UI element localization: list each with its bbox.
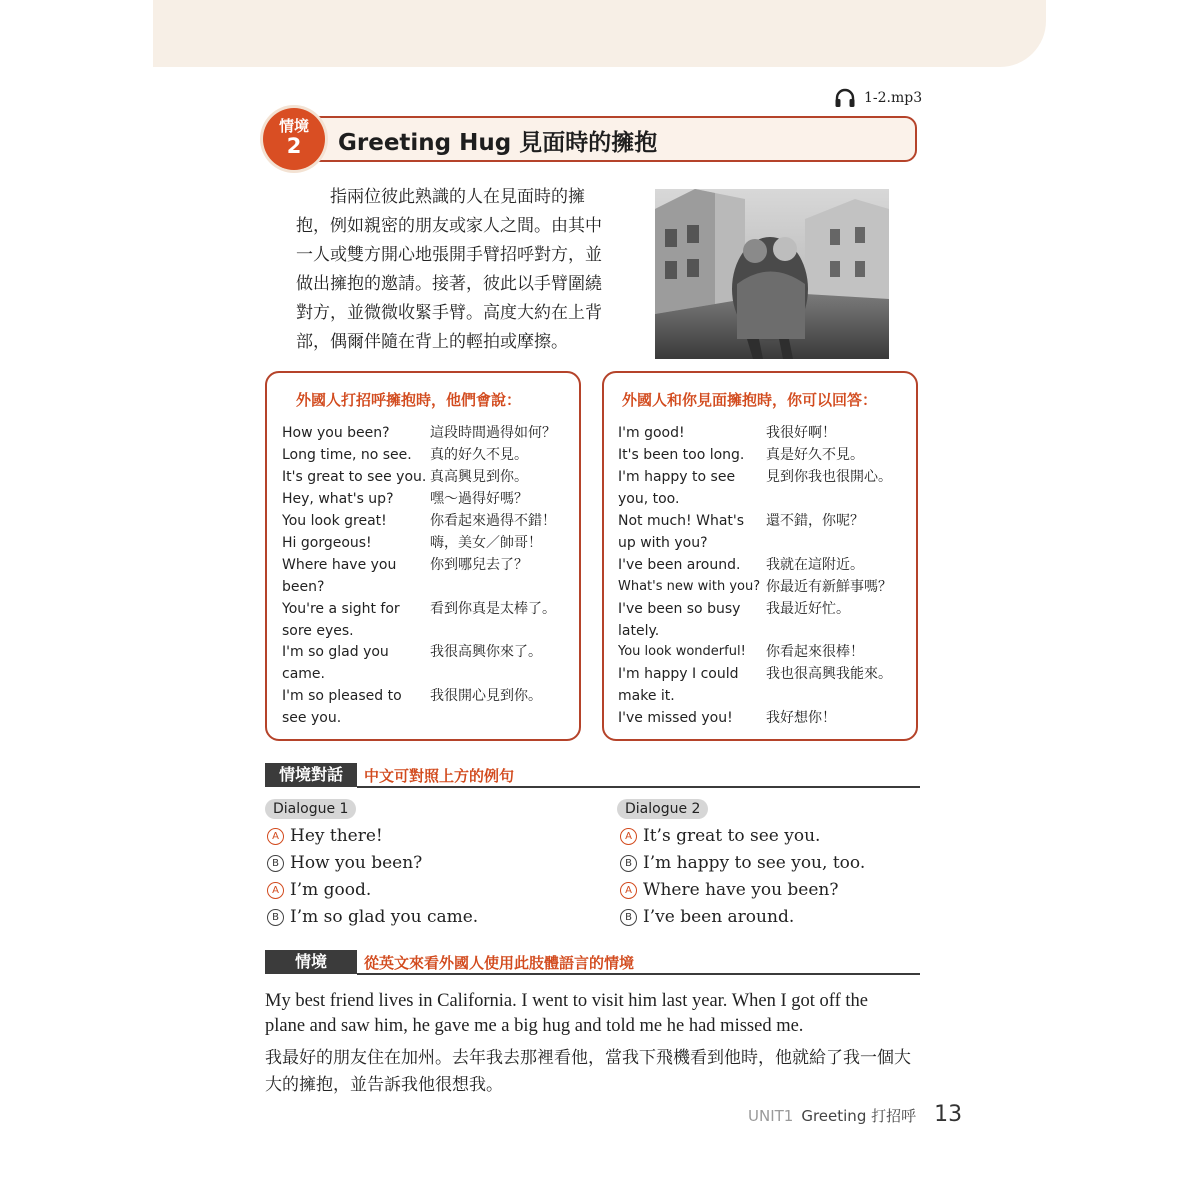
phrase-en: I'm happy I could make it. — [618, 666, 739, 704]
phrase-row — [618, 707, 836, 729]
speaker-a-icon: A — [267, 882, 284, 899]
phrase-zh: 你看起來很棒！ — [766, 644, 864, 660]
dialogue-line — [267, 907, 478, 927]
phrase-zh: 我就在這附近。 — [766, 557, 864, 573]
phrase-row — [282, 532, 542, 554]
dialogue-line — [620, 880, 838, 900]
dialogue-line — [620, 826, 820, 846]
dialogue-section-tag: 情境對話 — [265, 763, 357, 787]
phrase-row — [282, 598, 556, 642]
section-divider — [357, 786, 920, 788]
phrase-row — [282, 422, 556, 444]
phrase-en: You look great! — [282, 513, 387, 529]
scene-badge-number: 2 — [286, 134, 302, 158]
intro-line: 抱，例如親密的朋友或家人之間。由其中 — [296, 216, 602, 236]
headphones-icon — [834, 88, 856, 108]
dialogue-text: I’m so glad you came. — [290, 907, 479, 927]
phrase-en: I'm so pleased to see you. — [282, 688, 402, 726]
phrase-row — [282, 488, 528, 510]
phrase-en: Hi gorgeous! — [282, 535, 372, 551]
phrase-en: It's great to see you. — [282, 469, 427, 485]
phrase-zh: 見到你我也很開心。 — [766, 469, 892, 485]
phrase-box-right-title: 外國人和你見面擁抱時，你可以回答： — [622, 391, 878, 409]
phrase-row — [618, 554, 864, 576]
dialogue-text: I’m good. — [290, 880, 372, 900]
dialogue-text: Where have you been? — [643, 880, 839, 900]
phrase-row — [618, 444, 864, 466]
phrase-zh: 看到你真是太棒了。 — [430, 601, 556, 617]
phrase-row — [618, 576, 892, 598]
intro-line: 對方，並微微收緊手臂。高度大約在上背 — [296, 303, 602, 323]
phrase-en: Long time, no see. — [282, 447, 412, 463]
story-section-subtitle: 從英文來看外國人使用此肢體語言的情境 — [364, 954, 635, 972]
speaker-a-icon: A — [267, 828, 284, 845]
scene-badge — [263, 108, 325, 170]
phrase-row — [618, 663, 892, 707]
story-section-tag: 情境 — [265, 950, 357, 974]
dialogue-2-label: Dialogue 2 — [617, 799, 708, 819]
dialogue-text: Hey there! — [290, 826, 383, 846]
phrase-zh: 我很好啊！ — [766, 425, 836, 441]
phrase-zh: 這段時間過得如何？ — [430, 425, 556, 441]
speaker-b-icon: B — [267, 909, 284, 926]
phrase-row — [618, 510, 864, 554]
page-number: 13 — [934, 1102, 963, 1127]
phrase-zh: 我很開心見到你。 — [430, 688, 542, 704]
story-chinese: 我最好的朋友住在加州。去年我去那裡看他，當我下飛機看到他時，他就給了我一個大大的擁抱，並告訴我他很想我。 — [265, 1048, 911, 1095]
phrase-zh: 我最近好忙。 — [766, 601, 850, 617]
phrase-en: You're a sight for sore eyes. — [282, 601, 400, 639]
speaker-b-icon: B — [620, 855, 637, 872]
dialogue-text: I’ve been around. — [643, 907, 795, 927]
phrase-en: I'm good! — [618, 425, 685, 441]
phrase-zh: 真高興見到你。 — [430, 469, 528, 485]
phrase-row — [282, 510, 556, 532]
page-footer — [748, 1102, 962, 1127]
scene-badge-word: 情境 — [278, 117, 309, 135]
intro-line: 指兩位彼此熟識的人在見面時的擁 — [330, 187, 585, 207]
phrase-zh: 你到哪兒去了？ — [430, 557, 528, 573]
phrase-en: I've been around. — [618, 557, 741, 573]
audio-track[interactable] — [834, 88, 922, 108]
phrase-zh: 真是好久不見。 — [766, 447, 864, 463]
phrase-row — [618, 422, 836, 444]
dialogue-line — [267, 826, 383, 846]
phrase-zh: 嘿～過得好嗎？ — [430, 491, 528, 507]
story-english: My best friend lives in California. I went to visit him last year. When I got off the plane and saw him, he gave me a big hug and told me he had missed me. — [265, 991, 869, 1036]
dialogue-text: It’s great to see you. — [643, 826, 821, 846]
phrase-en: How you been? — [282, 425, 390, 441]
phrase-en: It's been too long. — [618, 447, 745, 463]
footer-topic: Greeting 打招呼 — [801, 1107, 917, 1125]
speaker-a-icon: A — [620, 882, 637, 899]
phrase-box-left-title: 外國人打招呼擁抱時，他們會說： — [296, 391, 522, 409]
phrase-row — [282, 641, 542, 685]
dialogue-text: I’m happy to see you, too. — [643, 853, 866, 873]
audio-file-label: 1-2.mp3 — [864, 90, 923, 106]
phrase-en: I've been so busy lately. — [618, 601, 741, 639]
speaker-b-icon: B — [267, 855, 284, 872]
phrase-zh: 你最近有新鮮事嗎？ — [766, 579, 892, 595]
phrase-row — [282, 444, 528, 466]
phrase-en: I've missed you! — [618, 710, 733, 726]
dialogue-line — [267, 853, 422, 873]
top-decor-band — [153, 0, 1046, 67]
phrase-zh: 我好想你！ — [766, 710, 836, 726]
dialogue-line — [620, 907, 794, 927]
phrase-zh: 真的好久不見。 — [430, 447, 528, 463]
section-divider — [357, 973, 920, 975]
phrase-en: I'm happy to see you, too. — [618, 469, 736, 507]
phrase-row — [282, 554, 528, 598]
phrase-row — [618, 466, 892, 510]
dialogue-section-subtitle: 中文可對照上方的例句 — [364, 767, 515, 785]
phrase-en: I'm so glad you came. — [282, 644, 389, 682]
scene-title: Greeting Hug 見面時的擁抱 — [338, 130, 658, 156]
intro-line: 做出擁抱的邀請。接著，彼此以手臂圍繞 — [296, 274, 602, 294]
phrase-en: Not much! What's up with you? — [618, 513, 745, 551]
phrase-row — [618, 598, 850, 642]
phrase-zh: 嗨，美女／帥哥！ — [430, 535, 542, 551]
phrase-zh: 你看起來過得不錯！ — [430, 513, 556, 529]
intro-line: 部，偶爾伴隨在背上的輕拍或摩擦。 — [296, 332, 568, 352]
phrase-en: Hey, what's up? — [282, 491, 394, 507]
dialogue-line — [267, 880, 371, 900]
phrase-en: What's new with you? — [618, 579, 761, 594]
phrase-row — [282, 466, 528, 488]
phrase-row — [618, 641, 864, 663]
phrase-row — [282, 685, 542, 729]
hug-photo — [655, 189, 889, 359]
intro-paragraph — [296, 183, 618, 357]
footer-unit: UNIT1 — [748, 1107, 794, 1125]
phrase-zh: 我也很高興我能來。 — [766, 666, 892, 682]
phrase-zh: 還不錯，你呢？ — [766, 513, 864, 529]
phrase-en: Where have you been? — [282, 557, 397, 595]
dialogue-text: How you been? — [290, 853, 423, 873]
speaker-a-icon: A — [620, 828, 637, 845]
dialogue-1-label: Dialogue 1 — [265, 799, 356, 819]
speaker-b-icon: B — [620, 909, 637, 926]
dialogue-line — [620, 853, 865, 873]
phrase-zh: 我很高興你來了。 — [430, 644, 542, 660]
intro-line: 一人或雙方開心地張開手臂招呼對方，並 — [296, 245, 602, 265]
phrase-en: You look wonderful! — [618, 644, 746, 659]
